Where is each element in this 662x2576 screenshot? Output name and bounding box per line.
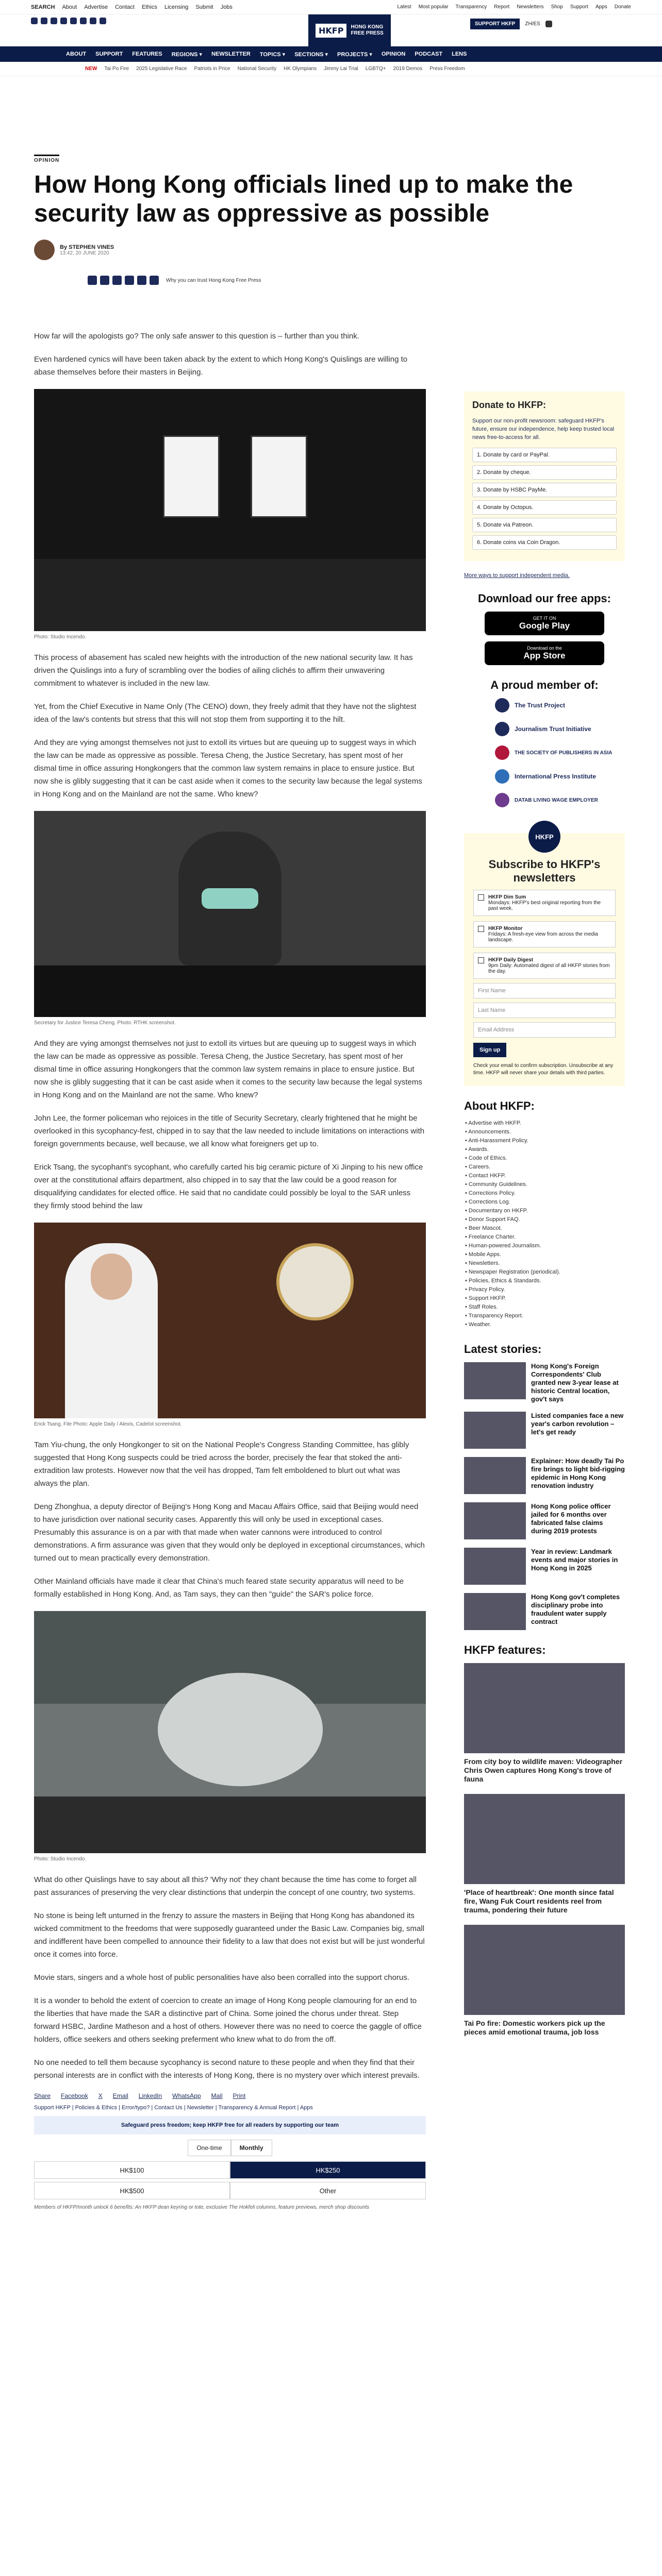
nav-opinion[interactable]: OPINION [381, 51, 406, 57]
feature-story[interactable] [464, 1925, 625, 2037]
top-link-contact[interactable]: Contact [115, 4, 135, 10]
share-x-link[interactable]: X [98, 2092, 103, 2099]
share-label: Share [34, 2092, 51, 2099]
share-linkedin-link[interactable]: LinkedIn [138, 2092, 162, 2099]
image-caption: Photo: Studio Incendo. [34, 634, 87, 640]
donate-box [464, 392, 625, 561]
byline [34, 240, 627, 260]
story-thumbnail[interactable] [464, 1502, 526, 1539]
about-item[interactable]: • Beer Mascot. [465, 1225, 502, 1231]
article-image-candles [34, 389, 426, 631]
image-caption: Erick Tsang. File Photo: Apple Daily / Alexis, Cadelot screenshot. [34, 1421, 182, 1427]
about-item[interactable]: • Newsletters. [465, 1260, 500, 1266]
nav-features[interactable]: FEATURES [132, 51, 162, 57]
about-list [464, 1119, 625, 1329]
email-share-icon[interactable] [125, 276, 134, 285]
top-link-apps[interactable]: Apps [595, 4, 607, 10]
donate-option[interactable]: 1. Donate by card or PayPal. [472, 448, 617, 462]
share-facebook-link[interactable]: Facebook [61, 2092, 88, 2099]
about-item[interactable]: • Staff Roles. [465, 1304, 498, 1310]
share-email-link[interactable]: Email [112, 2092, 128, 2099]
nav-newsletter[interactable]: NEWSLETTER [211, 51, 251, 57]
top-link-support[interactable]: Support [570, 4, 588, 10]
about-item[interactable]: • Freelance Charter. [465, 1234, 516, 1240]
about-item[interactable]: • Weather. [465, 1321, 491, 1328]
about-item[interactable]: • Donor Support FAQ. [465, 1216, 520, 1223]
instagram-icon[interactable] [51, 18, 57, 24]
newsletter-logo: HKFP [528, 821, 560, 853]
logo-line-1: HONG KONG [351, 24, 384, 30]
latest-story[interactable] [464, 1362, 625, 1403]
article-paragraph: Other Mainland officials have made it clear that China's much feared state security apparatus will need to be formally established in Hong Kong. And, as Tam says, they can then "guide" the SAR's police force. [34, 1577, 404, 1599]
logo-line-2: FREE PRESS [351, 30, 384, 36]
feature-stories [464, 1663, 625, 2037]
more-ways-link[interactable]: More ways to support independent media. [464, 572, 570, 579]
feature-thumbnail[interactable] [464, 1925, 625, 2015]
top-link-latest[interactable]: Latest [397, 4, 411, 10]
article-paragraph: How far will the apologists go? The only safe answer to this question is – further than you think. [34, 332, 359, 341]
nav-sections[interactable]: SECTIONS ▾ [294, 51, 328, 58]
topic-ticker [0, 62, 662, 76]
support-hkfp-button[interactable]: SUPPORT HKFP [470, 19, 520, 29]
about-item[interactable]: • Support HKFP. [465, 1295, 506, 1301]
image-caption: Secretary for Justice Teresa Cheng. Photo: RTHK screenshot. [34, 1020, 176, 1026]
article-paragraph: And they are vying amongst themselves not just to extoll its virtues but are queuing up to suggest ways in which the law can be made as oppressive as possible. Teresa Cheng, the Justice Secretary, has spent most of her dismal time in office assuring Hongkongers that the common law system remains in place to ensure justice. But now she is glibly suggesting that it can be cast aside when it comes to the security law because the legal systems in Hong Kong and on the Mainland are not the same. Who knew? [34, 738, 422, 799]
email-field[interactable]: Email Address [473, 1022, 616, 1038]
nav-podcast[interactable]: PODCAST [415, 51, 443, 57]
donate-option[interactable]: 2. Donate by cheque. [472, 465, 617, 480]
facebook-icon[interactable] [31, 18, 38, 24]
about-item[interactable]: • Corrections Policy. [465, 1190, 516, 1196]
nl-opt-desc: 9pm Daily: Automated digest of all HKFP stories from the day. [488, 963, 610, 974]
member-logo[interactable] [495, 793, 625, 807]
member-name: The Trust Project [515, 702, 566, 709]
share-mail-link[interactable]: Mail [211, 2092, 223, 2099]
gp-small: GET IT ON [533, 616, 556, 621]
ticker-item[interactable]: 2019 Demos [393, 66, 423, 72]
signup-button[interactable]: Sign up [473, 1043, 506, 1057]
article-image-erick-tsang [34, 1223, 426, 1418]
apps-heading: Download our free apps: [478, 592, 611, 605]
search-link[interactable]: SEARCH [31, 4, 55, 10]
logo-mark: HKFP [316, 24, 346, 38]
nav-topics[interactable]: TOPICS ▾ [259, 51, 286, 58]
article-paragraph: Movie stars, singers and a whole host of public personalities have also been corralled into the support chorus. [34, 1973, 409, 1982]
member-name: DATAB LIVING WAGE EMPLOYER [515, 797, 598, 803]
top-link-about[interactable]: About [62, 4, 77, 10]
article-paragraph: Tam Yiu-chung, the only Hongkonger to sit on the National People's Congress Standing Committee, has glibly suggested that Hong Kong suspects could be tried across the border, precisely the fear that stoked the anti-extradition law protests. However now that the veil has dropped, Tam felt emboldened to blurt out what was always the plan. [34, 1440, 409, 1488]
amount-option[interactable]: HK$500 [34, 2182, 230, 2199]
nl-opt-title: HKFP Daily Digest [488, 957, 534, 963]
story-title[interactable]: Hong Kong police officer jailed for 6 months over fabricated false claims during 2019 protests [531, 1502, 611, 1535]
jti-icon [495, 722, 509, 736]
features-heading: HKFP features: [464, 1643, 546, 1656]
nl-opt-title: HKFP Dim Sum [488, 894, 526, 900]
about-item[interactable]: • Community Guidelines. [465, 1181, 527, 1188]
ticker-new-label: NEW [85, 66, 97, 72]
donate-option[interactable]: 3. Donate by HSBC PayMe. [472, 483, 617, 497]
newsletter-heading: Subscribe to HKFP's newsletters [488, 858, 601, 884]
tab-one-time[interactable]: One-time [188, 2140, 230, 2156]
about-item[interactable]: • Announcements. [465, 1129, 511, 1135]
x-icon[interactable] [41, 18, 47, 24]
about-item[interactable]: • Policies, Ethics & Standards. [465, 1278, 541, 1284]
as-big: App Store [523, 651, 566, 660]
nav-regions[interactable]: REGIONS ▾ [171, 51, 203, 58]
ticker-item[interactable]: HK Olympians [284, 66, 317, 72]
article-paragraph: Deng Zhonghua, a deputy director of Beijing's Hong Kong and Macau Affairs Office, said that Beijing would need to have jurisdiction over national security cases. Apparently this will only be used in exceptional cases. Presumably this assurance is on a par with that made when water cannons were introduced to control demonstrations. A firm assurance was given that they would only be deployed in exceptional circumstances, which turned out to mean practically every demonstration. [34, 1502, 425, 1563]
ticker-item[interactable]: Tai Po Fire [104, 66, 129, 72]
newsletter-box [464, 833, 625, 1086]
story-thumbnail[interactable] [464, 1593, 526, 1630]
last-name-field[interactable]: Last Name [473, 1003, 616, 1018]
nl-opt-title: HKFP Monitor [488, 926, 523, 931]
checkbox[interactable] [478, 957, 484, 963]
facebook-share-icon[interactable] [88, 276, 97, 285]
story-title[interactable]: Hong Kong's Foreign Correspondents' Club granted new 3-year lease at historic Central location, gov't says [531, 1362, 619, 1403]
latest-story[interactable] [464, 1593, 625, 1630]
nl-opt-desc: Mondays: HKFP's best original reporting from the past week. [488, 900, 601, 911]
feature-story[interactable] [464, 1794, 625, 1914]
donation-amounts [34, 2161, 426, 2179]
ticker-item[interactable]: Press Freedom [429, 66, 465, 72]
story-thumbnail[interactable] [464, 1362, 526, 1399]
about-item[interactable]: • Privacy Policy. [465, 1286, 505, 1293]
members-note: Members of HKFP/month unlock 6 benefits: An HKFP dean keyring or tote, exclusive The Hokfeli columns, feature previews, merch shop discounts [34, 2205, 370, 2210]
ticker-item[interactable]: National Security [237, 66, 277, 72]
publish-date: 13:42, 20 JUNE 2020 [60, 250, 109, 256]
story-title[interactable]: Explainer: How deadly Tai Po fire brings to light bid-rigging epidemic in Hong Kong renovation industry [531, 1457, 625, 1489]
trust-project-icon [495, 698, 509, 713]
feature-thumbnail[interactable] [464, 1663, 625, 1753]
donate-intro[interactable]: Support our non-profit newsroom: safeguard HKFP's future, ensure our independence, help keep trusted local news free-to-access for all. [472, 418, 615, 440]
share-links [34, 2092, 426, 2099]
gp-big: Google Play [519, 621, 570, 631]
newsletter-option-monitor[interactable] [473, 921, 616, 947]
article-paragraph: Yet, from the Chief Executive in Name Only (The CENO) down, they freely admit that they have not the slightest idea of the law's contents but stress that this will not stop them from supporting it to the hilt. [34, 702, 417, 724]
story-thumbnail[interactable] [464, 1548, 526, 1585]
amount-option[interactable]: HK$100 [34, 2161, 230, 2179]
site-logo[interactable] [308, 14, 391, 46]
nav-about[interactable]: ABOUT [66, 51, 87, 57]
top-link-newsletters[interactable]: Newsletters [517, 4, 544, 10]
google-play-button[interactable] [485, 612, 604, 635]
member-name: International Press Institute [515, 773, 597, 780]
mastodon-icon[interactable] [80, 18, 87, 24]
tab-monthly[interactable]: Monthly [231, 2140, 272, 2156]
threads-icon[interactable] [70, 18, 77, 24]
member-logo[interactable] [495, 745, 625, 760]
member-name: Journalism Trust Initiative [515, 725, 591, 733]
member-logo[interactable] [495, 722, 625, 736]
about-item[interactable]: • Contact HKFP. [465, 1173, 506, 1179]
about-item[interactable]: • Documentary on HKFP. [465, 1208, 528, 1214]
search-icon[interactable] [545, 21, 552, 27]
about-item[interactable]: • Awards. [465, 1146, 489, 1153]
article-paragraph: What do other Quislings have to say about all this? 'Why not' they chant because the time has come to forget all past assurances of preserving the very clear distinctions that underpin the concept of one country, two systems. [34, 1875, 417, 1897]
feature-title[interactable]: 'Place of heartbreak': One month since fatal fire, Wang Fuk Court residents reel from trauma, pondering their future [464, 1888, 614, 1914]
story-title[interactable]: Hong Kong gov't completes disciplinary probe into fraudulent water supply contract [531, 1593, 620, 1625]
link-share-icon[interactable] [137, 276, 146, 285]
language-switch[interactable]: ZH/ES [525, 21, 540, 27]
article-image-tear-gas [34, 1611, 426, 1853]
latest-heading: Latest stories: [464, 1343, 542, 1355]
ipi-icon [495, 769, 509, 784]
member-logo[interactable] [495, 769, 625, 784]
amount-option-other[interactable]: Other [230, 2182, 426, 2199]
top-link-advertise[interactable]: Advertise [84, 4, 108, 10]
social-icons [31, 18, 106, 24]
why-trust-link[interactable]: Why you can trust Hong Kong Free Press [166, 277, 261, 283]
donate-heading: Donate to HKFP: [472, 400, 546, 410]
article-title: How Hong Kong officials lined up to make the security law as oppressive as possible [34, 171, 573, 227]
share-print-link[interactable]: Print [233, 2092, 246, 2099]
whatsapp-share-icon[interactable] [112, 276, 122, 285]
first-name-field[interactable]: First Name [473, 983, 616, 998]
article-paragraph: This process of abasement has scaled new heights with the introduction of the new national security law. It has driven the Quislings into a fury of scrambling over the bodies of ailing clichés to affirm their unwavering commitment to whatever is included in the new law. [34, 653, 413, 688]
amount-option-selected[interactable]: HK$250 [230, 2161, 426, 2179]
latest-story[interactable] [464, 1548, 625, 1585]
newsletter-note: Check your email to confirm subscription. Unsubscribe at any time. HKFP will never share your details with third parties. [473, 1063, 614, 1076]
newsletter-option-dim-sum[interactable] [473, 890, 616, 916]
top-link-popular[interactable]: Most popular [418, 4, 449, 10]
donate-option[interactable]: 5. Donate via Patreon. [472, 518, 617, 532]
member-name: THE SOCIETY OF PUBLISHERS IN ASIA [515, 750, 613, 756]
latest-story[interactable] [464, 1412, 625, 1449]
nav-support[interactable]: SUPPORT [95, 51, 123, 57]
about-item[interactable]: • Mobile Apps. [465, 1251, 501, 1258]
app-store-button[interactable] [485, 641, 604, 665]
article-kicker[interactable]: OPINION [34, 155, 59, 163]
top-link-donate[interactable]: Donate [614, 4, 631, 10]
story-thumbnail[interactable] [464, 1457, 526, 1494]
article-image-teresa-cheng [34, 811, 426, 1017]
newsletter-option-digest[interactable] [473, 953, 616, 979]
donation-frequency-tabs [34, 2140, 426, 2156]
top-link-jobs[interactable]: Jobs [220, 4, 233, 10]
author-avatar [34, 240, 55, 260]
x-share-icon[interactable] [100, 276, 109, 285]
sidebar [464, 392, 625, 2047]
about-item[interactable]: • Human-powered Journalism. [465, 1243, 541, 1249]
story-title[interactable]: Year in review: Landmark events and major stories in Hong Kong in 2025 [531, 1548, 618, 1572]
about-item[interactable]: • Anti-Harassment Policy. [465, 1138, 528, 1144]
checkbox[interactable] [478, 894, 484, 901]
top-link-transparency[interactable]: Transparency [455, 4, 487, 10]
share-bar [88, 276, 261, 285]
story-thumbnail[interactable] [464, 1412, 526, 1449]
top-link-submit[interactable]: Submit [195, 4, 213, 10]
feature-title[interactable]: From city boy to wildlife maven: Videographer Chris Owen captures Hong Kong's trove of fauna [464, 1757, 623, 1783]
checkbox[interactable] [478, 926, 484, 932]
rss-icon[interactable] [100, 18, 106, 24]
about-item[interactable]: • Code of Ethics. [465, 1155, 507, 1161]
living-wage-icon [495, 793, 509, 807]
nl-opt-desc: Fridays: A fresh-eye view from across the media landscape. [488, 931, 598, 943]
latest-stories [464, 1362, 625, 1630]
youtube-icon[interactable] [60, 18, 67, 24]
feature-thumbnail[interactable] [464, 1794, 625, 1884]
feature-story[interactable] [464, 1663, 625, 1784]
nav-projects[interactable]: PROJECTS ▾ [337, 51, 372, 58]
article-paragraph: No one needed to tell them because sycophancy is second nature to these people and when they find that their personal interests are in conflict with the interests of Hong Kong, there is no mystery over which interest prevails. [34, 2058, 420, 2080]
top-link-ethics[interactable]: Ethics [141, 4, 157, 10]
footer-policy-links[interactable]: Support HKFP | Policies & Ethics | Error/typo? | Contact Us | Newsletter | Transparency & Annual Report | Apps [34, 2105, 313, 2111]
ticker-item[interactable]: 2025 Legislative Race [136, 66, 187, 72]
article-paragraph: And they are vying amongst themselves not just to extoll its virtues but are queuing up to suggest ways in which the law can be made as oppressive as possible. Teresa Cheng, the Justice Secretary, has spent most of her dismal time in office assuring Hongkongers that the common law system remains in place to ensure justice. But now she is glibly suggesting that it can be cast aside when it comes to the security law because the legal systems in Hong Kong and on the Mainland are not the same. Who knew? [34, 1039, 422, 1099]
ticker-item[interactable]: Jimmy Lai Trial [324, 66, 358, 72]
ticker-item[interactable]: Patriots in Price [194, 66, 230, 72]
top-link-report[interactable]: Report [494, 4, 510, 10]
about-item[interactable]: • Newspaper Registration (periodical). [465, 1269, 560, 1275]
about-item[interactable]: • Careers. [465, 1164, 491, 1170]
main-nav [0, 46, 662, 62]
image-caption: Photo: Studio Incendo. [34, 1856, 87, 1862]
story-title[interactable]: Listed companies face a new year's carbon revolution – let's get ready [531, 1412, 624, 1436]
donation-amounts-row2 [34, 2182, 426, 2199]
as-small: Download on the [527, 646, 562, 651]
nav-lens[interactable]: LENS [452, 51, 467, 57]
feature-title[interactable]: Tai Po fire: Domestic workers pick up the pieces amid emotional trauma, job loss [464, 2019, 605, 2036]
share-whatsapp-link[interactable]: WhatsApp [172, 2092, 201, 2099]
email-icon[interactable] [90, 18, 96, 24]
donate-option[interactable]: 4. Donate by Octopus. [472, 500, 617, 515]
article-paragraph: Erick Tsang, the sycophant's sycophant, who carefully carted his big ceramic picture of Xi Jinping to his new office over at the constitutional affairs department, also chipped in to say that the law could be a good reason for disqualifying candidates for elected office. He said that no candidate could possibly be loyal to the SAR unless they firmly stood behind the law [34, 1163, 423, 1210]
about-heading: About HKFP: [464, 1099, 535, 1112]
top-link-shop[interactable]: Shop [551, 4, 563, 10]
article-paragraph: It is a wonder to behold the extent of coercion to create an image of Hong Kong people clamouring for an end to the liberties that have made the SAR a distinctive part of China. Some joined the chorus under threat. Step forward HSBC, Jardine Matheson and a host of others. However there was no need to coerce the gaggle of office holders, office seekers and others seeking preferment who knew what to do from the off. [34, 1996, 422, 2044]
donate-option[interactable]: 6. Donate coins via Coin Dragon. [472, 535, 617, 550]
safeguard-banner: Safeguard press freedom; keep HKFP free for all readers by supporting our team [34, 2116, 426, 2134]
author-name[interactable]: By STEPHEN VINES [60, 244, 114, 250]
latest-story[interactable] [464, 1457, 625, 1494]
article-body [34, 330, 426, 2210]
member-heading: A proud member of: [490, 679, 599, 691]
about-item[interactable]: • Transparency Report. [465, 1313, 523, 1319]
latest-story[interactable] [464, 1502, 625, 1539]
member-logo[interactable] [495, 698, 625, 713]
top-link-licensing[interactable]: Licensing [164, 4, 189, 10]
about-item[interactable]: • Advertise with HKFP. [465, 1120, 521, 1126]
ticker-item[interactable]: LGBTQ+ [365, 66, 386, 72]
article-paragraph: No stone is being left unturned in the frenzy to assure the masters in Beijing that Hong Kong has abandoned its wicked commitment to the freedoms that were supposedly guaranteed under the Basic Law. Companies big, small and indifferent have been compelled to announce their fidelity to a law that does not exist but will be just wonderful once it comes into force. [34, 1911, 425, 1959]
top-utility-bar [0, 0, 662, 14]
print-share-icon[interactable] [150, 276, 159, 285]
article-paragraph: John Lee, the former policeman who rejoices in the title of Security Secretary, clearly frightened that he might be overlooked in this sycophancy-fest, chipped in to say that the law needed to include limitations on interactions with foreign governments because, well because, we all know what foreigners get up to. [34, 1114, 425, 1148]
about-item[interactable]: • Corrections Log. [465, 1199, 510, 1205]
article-paragraph: Even hardened cynics will have been taken aback by the extent to which Hong Kong's Quislings are willing to abase themselves before their masters in Beijing. [34, 355, 408, 377]
sopa-icon [495, 745, 509, 760]
